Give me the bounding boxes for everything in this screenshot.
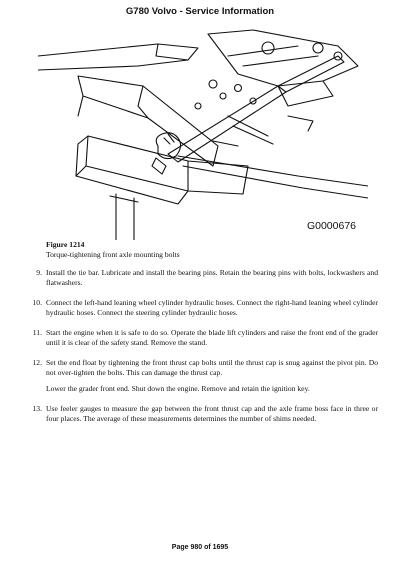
step-text: Lower the grader front end. Shut down the engine. Remove and retain the ignition key. bbox=[46, 384, 310, 393]
step-number: 13. bbox=[32, 404, 42, 413]
page-footer: Page 980 of 1695 bbox=[171, 544, 229, 551]
step-text: Use feeler gauges to measure the gap between the front thrust cap and the axle frame boss face in three or four places. The average of these measurements determines the number of shims needed. bbox=[46, 404, 378, 423]
figure-caption-text: Torque-tightening front axle mounting bolts bbox=[46, 250, 180, 259]
step-body bbox=[46, 404, 378, 424]
figure-caption bbox=[46, 240, 376, 260]
page-header: G780 Volvo - Service Information bbox=[125, 6, 275, 17]
step-body bbox=[46, 268, 378, 288]
step-item bbox=[28, 328, 378, 348]
figure-caption-title: Figure 1214 bbox=[46, 240, 85, 249]
procedure-steps bbox=[28, 268, 378, 434]
step-number: 12. bbox=[32, 358, 42, 367]
step-number: 9. bbox=[36, 268, 42, 277]
step-text: Start the engine when it is safe to do so. Operate the blade lift cylinders and raise the front end of the grader until it is clear of the safety stand. Remove the stand. bbox=[46, 328, 378, 347]
step-text: Install the tie bar. Lubricate and install the bearing pins. Retain the bearing pins with bolts, lockwashers and flatwashers. bbox=[46, 268, 378, 287]
step-text: Connect the left-hand leaning wheel cylinder hydraulic hoses. Connect the right-hand leaning wheel cylinder hydraulic hoses. Connect the steering cylinder hydraulic hoses. bbox=[46, 298, 378, 317]
step-item bbox=[28, 298, 378, 318]
step-body bbox=[46, 358, 378, 394]
step-item bbox=[28, 404, 378, 424]
step-item bbox=[28, 268, 378, 288]
step-body bbox=[46, 328, 378, 348]
figure-illustration bbox=[38, 26, 368, 240]
step-number: 11. bbox=[32, 328, 42, 337]
figure-code: G0000676 bbox=[306, 220, 356, 232]
step-text: Set the end float by tightening the front thrust cap bolts until the thrust cap is snug against the pivot pin. Do not over-tighten the bolts. This can damage the thrust cap. bbox=[46, 358, 378, 377]
step-number: 10. bbox=[32, 298, 42, 307]
step-item bbox=[28, 358, 378, 394]
step-body bbox=[46, 298, 378, 318]
